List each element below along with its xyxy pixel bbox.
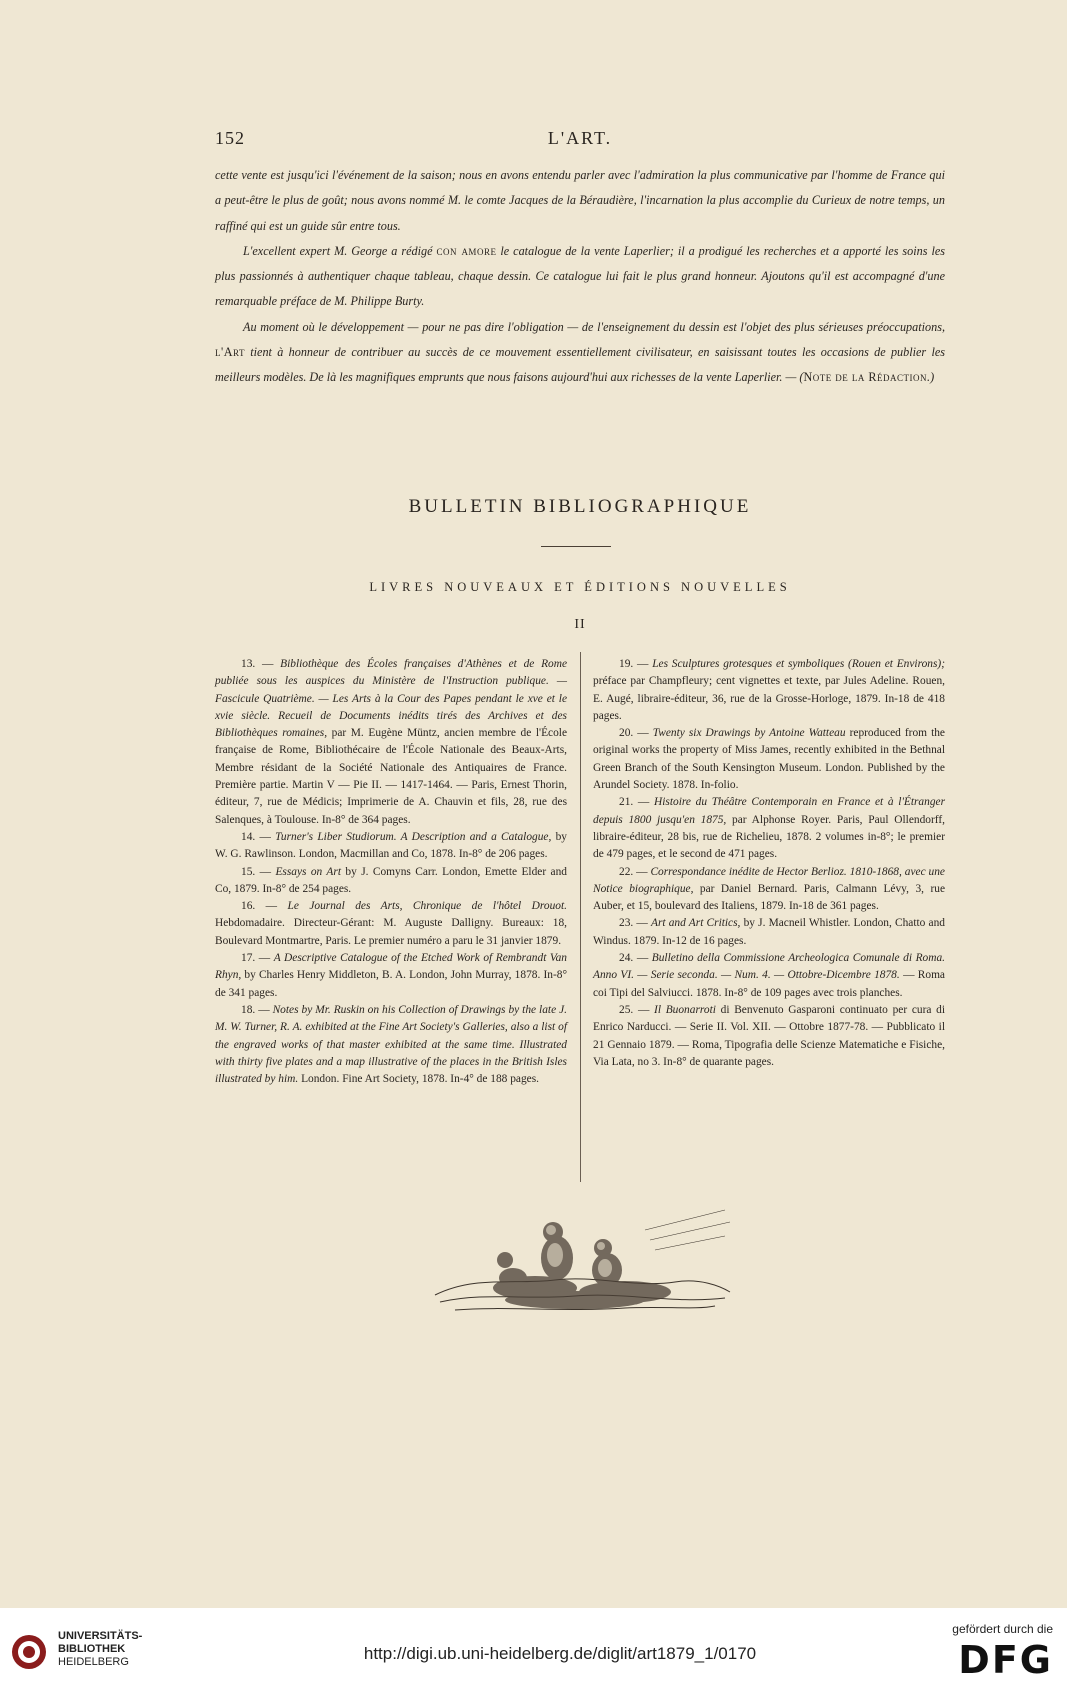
bibliography-entry <box>215 950 567 1002</box>
section-title: BULLETIN BIBLIOGRAPHIQUE <box>408 496 752 517</box>
digitization-footer <box>0 1608 1067 1691</box>
bibliography-entry <box>593 864 945 916</box>
bibliography-entry <box>593 1002 945 1071</box>
funding-label: gefördert durch die <box>952 1622 1053 1636</box>
bibliography-entry <box>215 864 567 899</box>
entry-details: par Alphonse Royer. Paris, Paul Ollendorff, libraire-éditeur, 28 bis, rue de Richelieu, 1878. 2 volumes in-8°; le premier de 479 pages, et le second de 471 pages. <box>593 813 945 861</box>
intro-paragraph-2 <box>215 239 945 315</box>
bibliography-entry <box>593 950 945 1002</box>
entry-number: 19. — <box>619 658 653 670</box>
library-line-2: BIBLIOTHEK <box>58 1643 126 1655</box>
cherub-vignette-illustration <box>425 1200 735 1330</box>
bibliography-entry <box>215 829 567 864</box>
entry-title: Histoire du Théâtre Contemporain en France et à l'Étranger depuis 1800 jusqu'en 1875, <box>593 796 946 826</box>
bibliography-entry <box>593 725 945 794</box>
entry-number: 22. — <box>619 865 651 878</box>
page-number: 152 <box>215 128 245 148</box>
entry-number: 25. — <box>619 1003 655 1016</box>
entry-details: di Benvenuto Gasparoni continuato per cura di Enrico Narducci. — Serie II. Vol. XII. — Ottobre 1877-78. — Pubblicato il 21 Gennaio 1879. — Roma, Tipografia delle Scienze Matematiche e Fisiche, Via Lata, no 3. In-8° de quarante pages. <box>593 1003 945 1068</box>
entry-title: Le Journal des Arts, Chronique de l'hôtel Drouot. <box>287 900 567 913</box>
entry-title: Les Sculptures grotesques et symboliques (Rouen et Environs); <box>652 658 945 670</box>
entry-details: by Charles Henry Middleton, B. A. London, John Murray, 1878. In-8° de 341 pages. <box>215 969 567 999</box>
entry-number: 17. — <box>241 952 274 965</box>
bibliography-entry <box>593 915 945 950</box>
entry-title: Il Buonarroti <box>654 1003 716 1016</box>
intro-p3-note: Note de la Rédaction <box>803 370 928 385</box>
journal-title: L'ART. <box>547 128 613 148</box>
entry-title: Bibliothèque des Écoles françaises d'Athènes et de Rome publiée sous les auspices du Ministère de l'Instruction publique. — Fascicule Quatrième. — Les Arts à la Cour des Papes pendant le xve et le xvie siècle. Recueil de Documents inédits tirés des Archives et des Bibliothèques romaines, <box>215 658 567 740</box>
intro-p3-start: Au moment où le développement — pour ne pas dire l'obligation — de l'enseignement du dessin est l'objet des plus sérieuses préoccupations, <box>243 319 945 334</box>
entry-details: par Daniel Bernard. Paris, Calmann Lévy, 3, rue Auber, et 15, boulevard des Italiens, 1879. In-18 de 361 pages. <box>593 882 945 913</box>
bibliography-entry <box>215 656 567 829</box>
intro-paragraph-1: cette vente est jusqu'ici l'événement de la saison; nous en avons entendu parler avec l'admiration la plus communicative par l'homme de France qui a peut-être le plus de goût; nous avons nommé M. le comte Jacques de la Béraudière, l'incarnation la plus accomplie du Curieux de notre temps, un raffiné qui est un guide sûr entre tous. <box>215 168 945 233</box>
bibliography-entry <box>593 794 945 863</box>
entry-details: reproduced from the original works the property of Miss James, recently exhibited in the Bethnal Green Branch of the South Kensington Museum. London. Published by the Arundel Society. 1878. In-folio. <box>593 727 945 792</box>
entry-details: par M. Eugène Müntz, ancien membre de l'École française de Rome, Bibliothécaire de l'École Nationale des Beaux-Arts, Membre résidant de la Société Nationale des Antiquaires de France. Première partie. Martin V — Pie II. — 1417-1464. — Paris, Ernest Thorin, éditeur, 7, rue de Médicis; Imprimerie de A. Chauvin et fils, 28, rue des Salenques, à Toulouse. In-8° de 364 pages. <box>215 727 568 826</box>
intro-paragraph-3 <box>215 315 945 391</box>
right-column <box>593 656 945 1071</box>
entry-title: Notes by Mr. Ruskin on his Collection of Drawings by the late J. M. W. Turner, R. A. exhibited at the Fine Art Society's Galleries, also a list of the engraved works of that master exhibited at the same time. Illustrated with thirty five plates and a map illustrative of the places in the British Isles illustrated by him. <box>215 1003 568 1086</box>
running-header <box>215 128 945 152</box>
entry-title: Turner's Liber Studiorum. A Description and a Catalogue, <box>275 830 552 843</box>
library-line-1: UNIVERSITÄTS- <box>58 1630 143 1642</box>
entry-number: 21. — <box>619 796 655 809</box>
entry-details: by W. G. Rawlinson. London, Macmillan and Co, 1878. In-8° de 206 pages. <box>215 830 568 861</box>
entry-title: Bulletino della Commissione Archeologica Comunale di Roma. Anno VI. — Serie seconda. — Num. 4. — Ottobre-Dicembre 1878. <box>593 952 945 982</box>
intro-text <box>215 163 945 391</box>
dfg-logo: DFG <box>958 1638 1053 1682</box>
intro-p3-smallcaps: l'Art <box>215 345 245 360</box>
entry-details: London. Fine Art Society, 1878. In-4° de 188 pages. <box>298 1073 539 1086</box>
intro-p2-smallcaps: con amore <box>436 243 497 258</box>
left-column <box>215 656 567 1088</box>
university-library-name <box>58 1630 142 1669</box>
permalink-url[interactable]: http://digi.ub.uni-heidelberg.de/diglit/art1879_1/0170 <box>363 1644 757 1663</box>
bibliography-entry <box>215 1002 567 1088</box>
section-subtitle: LIVRES NOUVEAUX ET ÉDITIONS NOUVELLES <box>369 580 791 594</box>
entry-title: Twenty six Drawings by Antoine Watteau <box>652 727 846 740</box>
bibliography-entry <box>215 898 567 950</box>
entry-number: 13. — <box>241 658 281 670</box>
entry-title: A Descriptive Catalogue of the Etched Work of Rembrandt Van Rhyn, <box>215 952 567 982</box>
entry-number: 20. — <box>619 727 653 740</box>
entry-details: by J. Comyns Carr. London, Emette Elder and Co, 1879. In-8° de 254 pages. <box>215 865 567 895</box>
column-divider <box>580 652 581 1182</box>
entry-number: 23. — <box>619 917 651 930</box>
entry-details: préface par Champfleury; cent vignettes et texte, par Jules Adeline. Rouen, E. Augé, libraire-éditeur, 36, rue de la Grosse-Horloge, 1879. In-18 de 418 pages. <box>593 675 945 722</box>
intro-p3-end: .) <box>927 370 935 385</box>
intro-p2-end: le catalogue de la vente Laperlier; il a prodigué les recherches et a apporté les soins les plus passionnés à authentiquer chaque tableau, chaque dessin. Ce catalogue lui fait le plus grand honneur. Ajoutons qu'il est accompagné d'une remarquable préface de M. Philippe Burty. <box>215 243 945 309</box>
bibliography-entry <box>593 656 945 725</box>
entry-number: 14. — <box>241 830 276 843</box>
part-number: II <box>574 617 586 632</box>
intro-p3-middle: tient à honneur de contribuer au succès de ce mouvement essentiellement civilisateur, en saisissant toutes les occasions de publier les meilleurs modèles. De là les magnifiques emprunts que nous faisons aujourd'hui aux richesses de la vente Laperlier. — ( <box>215 345 945 385</box>
entry-details: — Roma coi Tipi del Salviucci. 1878. In-8° de 109 pages avec trois planches. <box>593 969 945 999</box>
entry-details: by J. Macneil Whistler. London, Chatto and Windus. 1879. In-12 de 16 pages. <box>593 917 946 947</box>
library-line-3: HEIDELBERG <box>58 1656 129 1668</box>
university-library-logo-icon <box>10 1632 48 1672</box>
entry-details: Hebdomadaire. Directeur-Gérant: M. Auguste Dalligny. Bureaux: 18, Boulevard Montmartre, Paris. Le premier numéro a paru le 31 janvier 1879. <box>215 917 567 947</box>
entry-number: 16. — <box>241 900 288 913</box>
entry-title: Correspondance inédite de Hector Berlioz. 1810-1868, avec une Notice biographique, <box>593 865 945 895</box>
entry-number: 18. — <box>241 1003 273 1016</box>
intro-p2-start: L'excellent expert M. George a rédigé <box>243 243 433 258</box>
entry-number: 15. — <box>241 865 276 878</box>
entry-number: 24. — <box>619 952 652 965</box>
title-rule <box>541 546 611 547</box>
entry-title: Art and Art Critics, <box>651 917 741 930</box>
entry-title: Essays on Art <box>275 865 341 878</box>
